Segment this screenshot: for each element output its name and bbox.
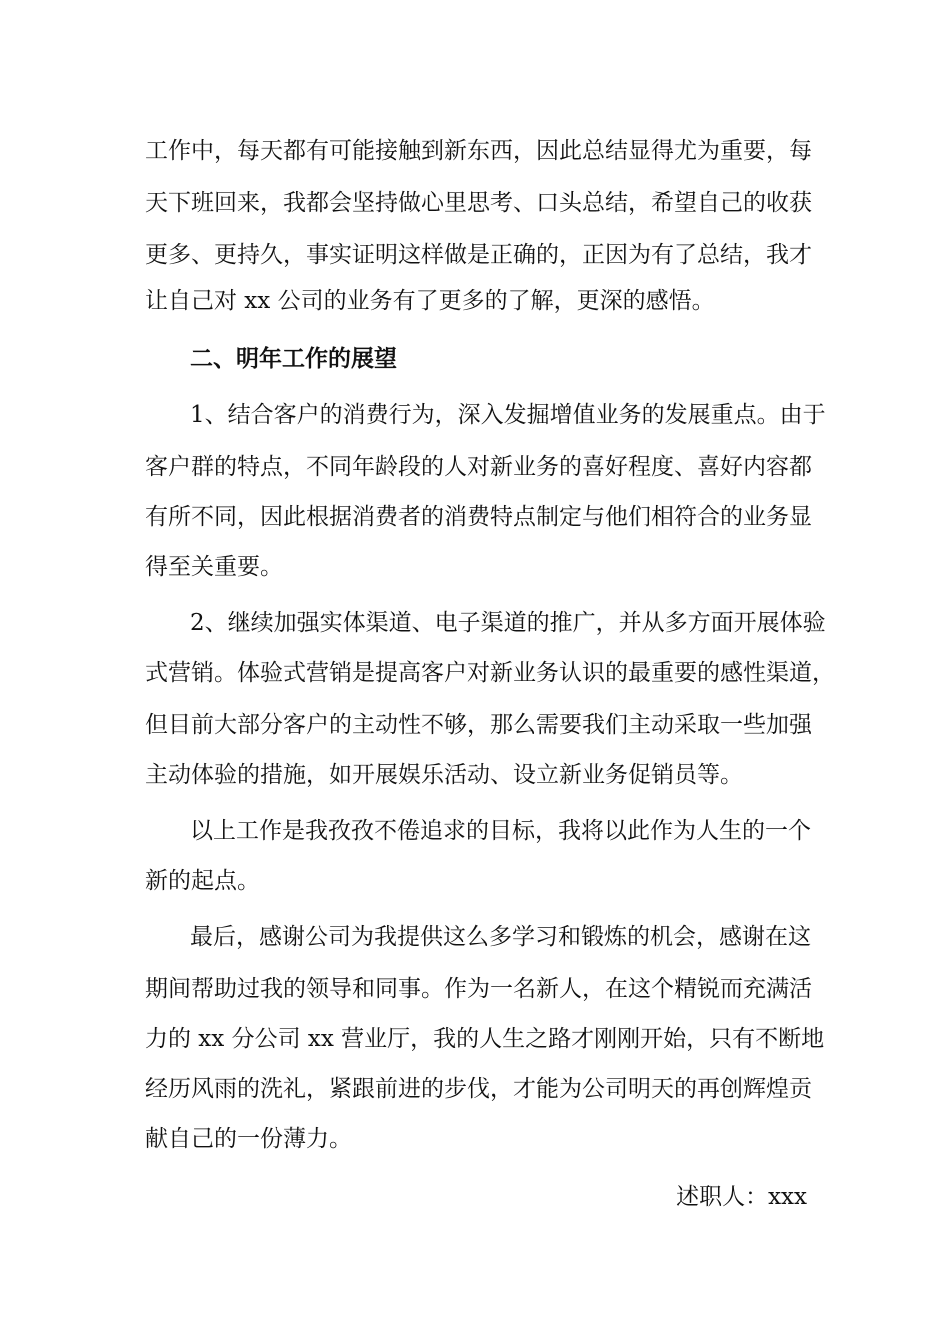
intro-line: 更多、更持久，事实证明这样做是正确的，正因为有了总结，我才 <box>145 242 812 268</box>
item1-line: 客户群的特点，不同年龄段的人对新业务的喜好程度、喜好内容都 <box>145 454 812 480</box>
goal-line: 以上工作是我孜孜不倦追求的目标，我将以此作为人生的一个 <box>190 818 811 844</box>
item1-line: 有所不同，因此根据消费者的消费特点制定与他们相符合的业务显 <box>145 504 812 530</box>
intro-line: 天下班回来，我都会坚持做心里思考、口头总结，希望自己的收获 <box>145 190 812 216</box>
item1-line: 1、结合客户的消费行为，深入发掘增值业务的发展重点。由于 <box>190 402 826 428</box>
intro-line: 让自己对 xx 公司的业务有了更多的了解，更深的感悟。 <box>145 288 715 314</box>
item2-line: 但目前大部分客户的主动性不够，那么需要我们主动采取一些加强 <box>145 712 812 738</box>
item2-line: 主动体验的措施，如开展娱乐活动、设立新业务促销员等。 <box>145 762 743 788</box>
item2-line: 式营销。体验式营销是提高客户对新业务认识的最重要的感性渠道， <box>145 660 835 686</box>
item1-line: 得至关重要。 <box>145 554 283 580</box>
goal-line: 新的起点。 <box>145 868 260 894</box>
section-heading: 二、明年工作的展望 <box>190 346 397 372</box>
closing-line: 期间帮助过我的领导和同事。作为一名新人，在这个精锐而充满活 <box>145 976 812 1002</box>
closing-line: 力的 xx 分公司 xx 营业厅，我的人生之路才刚刚开始，只有不断地 <box>145 1026 825 1052</box>
closing-line: 经历风雨的洗礼，紧跟前进的步伐，才能为公司明天的再创辉煌贡 <box>145 1076 812 1102</box>
closing-line: 献自己的一份薄力。 <box>145 1126 352 1152</box>
item2-line: 2、继续加强实体渠道、电子渠道的推广，并从多方面开展体验 <box>190 610 826 636</box>
intro-line: 工作中，每天都有可能接触到新东西，因此总结显得尤为重要，每 <box>145 138 812 164</box>
signature: 述职人：xxx <box>676 1184 807 1210</box>
closing-line: 最后，感谢公司为我提供这么多学习和锻炼的机会，感谢在这 <box>190 924 811 950</box>
